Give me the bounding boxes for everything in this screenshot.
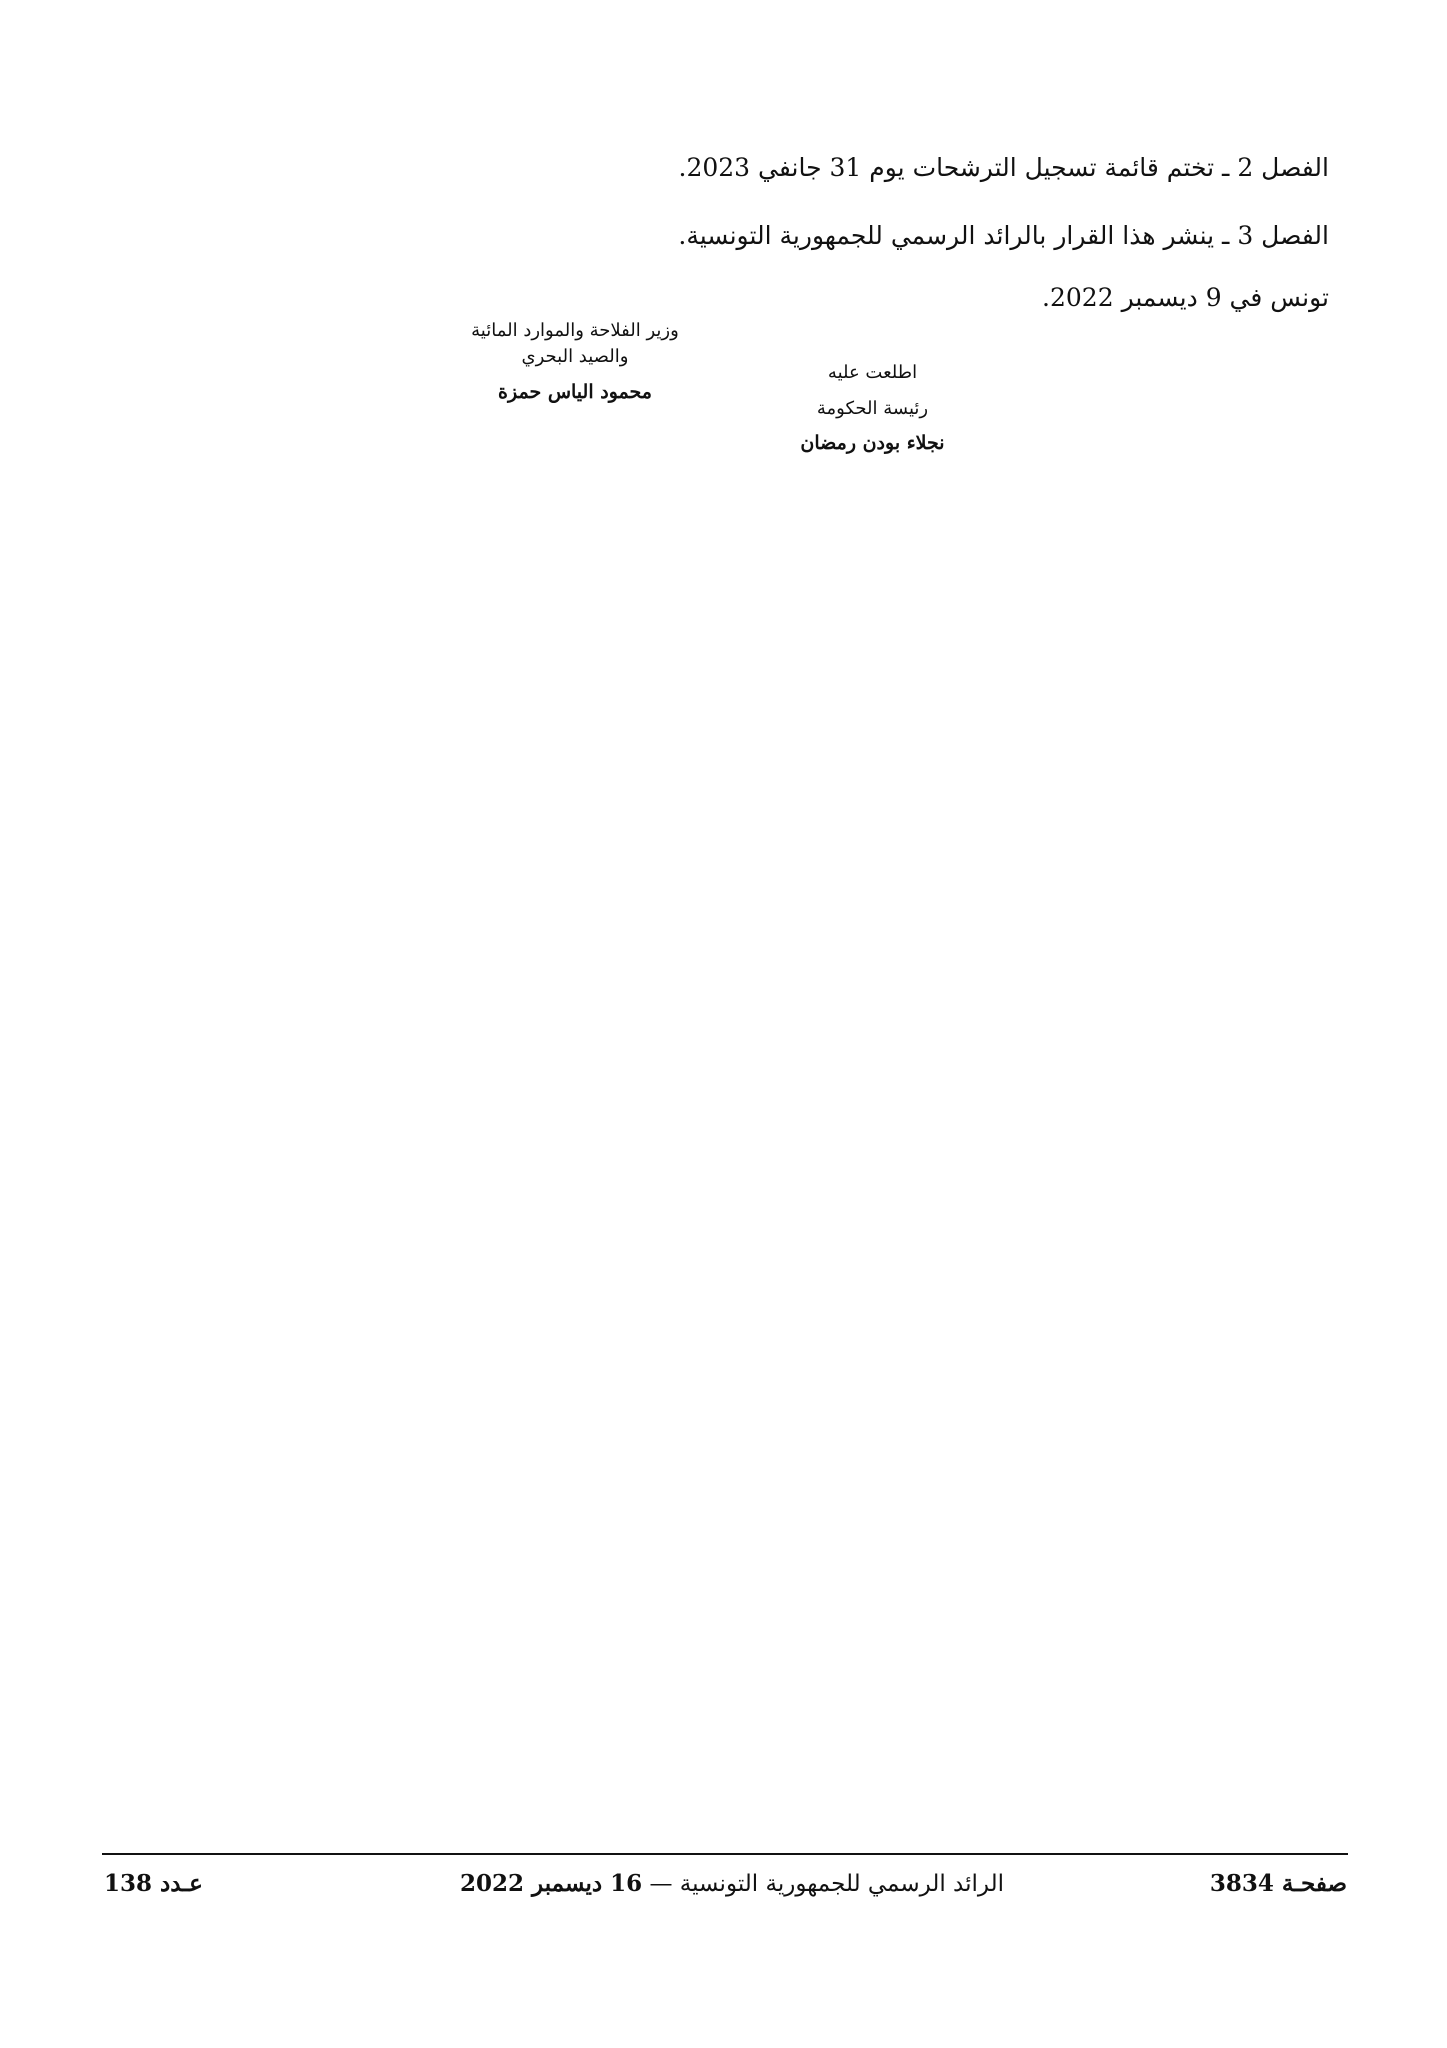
approval-label: اطلعت عليه (827, 362, 918, 383)
footer-journal-name: الرائد الرسمي للجمهورية التونسية — (649, 1871, 1004, 1897)
footer-page-number: صفحـة 3834 (1209, 1870, 1347, 1897)
minister-signature-block (440, 318, 710, 405)
minister-title-line-2: والصيد البحري (521, 346, 629, 367)
minister-title-line-1: وزير الفلاحة والموارد المائية (471, 320, 679, 341)
article-2-text: الفصل 2 ـ تختم قائمة تسجيل الترشحات يوم 31 جانفي 2023. (678, 153, 1329, 182)
footer-issue-number: عـدد 138 (104, 1870, 203, 1897)
article-3-text: الفصل 3 ـ ينشر هذا القرار بالرائد الرسمي للجمهورية التونسية. (678, 221, 1329, 250)
prime-minister-title: رئيسة الحكومة (816, 398, 929, 419)
prime-minister-signature-block (740, 360, 1005, 456)
footer-journal-title (460, 1868, 1004, 1900)
footer-divider (102, 1853, 1348, 1855)
footer-journal-date: 16 ديسمبر 2022 (460, 1870, 643, 1897)
minister-name: محمود الياس حمزة (498, 381, 652, 403)
place-date-line: تونس في 9 ديسمبر 2022. (1042, 283, 1329, 312)
prime-minister-name: نجلاء بودن رمضان (800, 432, 945, 454)
